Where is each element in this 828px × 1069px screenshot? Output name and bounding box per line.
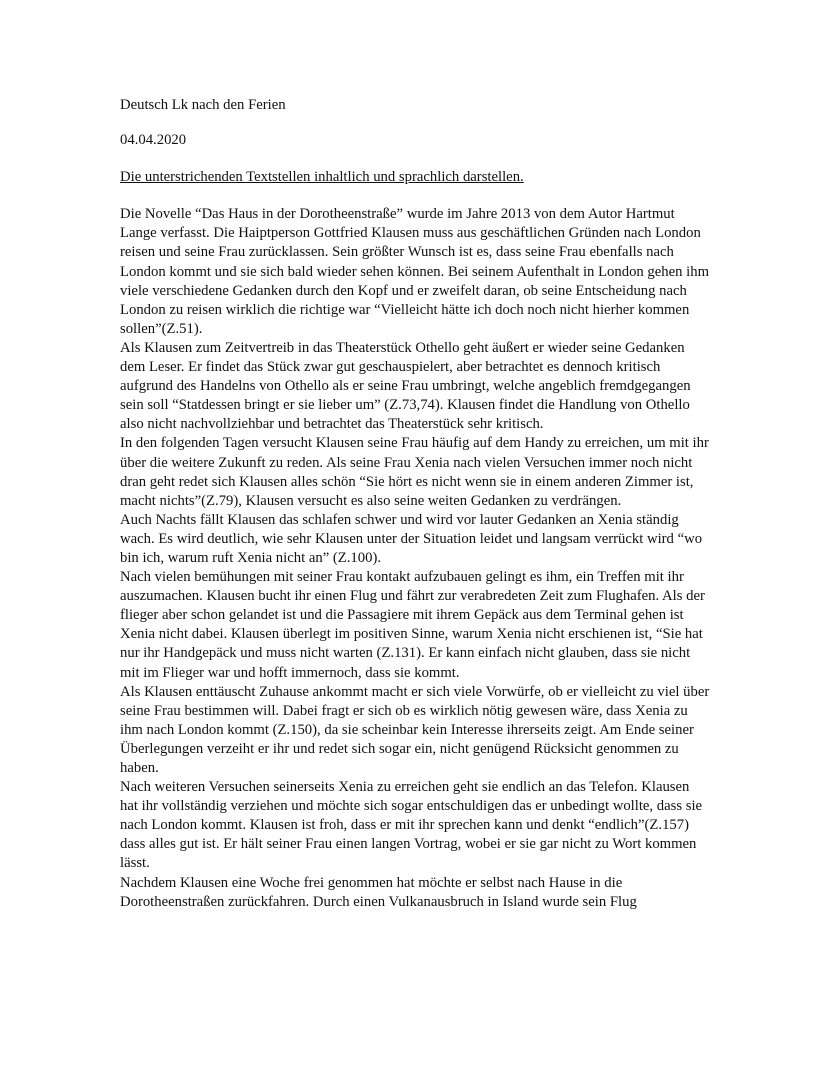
essay-paragraph: Nach weiteren Versuchen seinerseits Xenia zu erreichen geht sie endlich an das Telefon. Klausen hat ihr vollständig verziehen und möchte sich sogar entschuldigen das er unbedingt wollte, dass sie nach London kommt. Klausen ist froh, dass er mit ihr sprechen kann und denkt “endlich”(Z.157) dass alles gut ist. Er hält seiner Frau einen langen Vortrag, wobei er sie gar nicht zu Wort kommen lässt.: [120, 779, 703, 872]
essay-body: [120, 205, 710, 911]
essay-paragraph: Als Klausen enttäuscht Zuhause ankommt macht er sich viele Vorwürfe, ob er vielleicht zu viel über seine Frau bestimmen will. Dabei fragt er sich ob es wirklich nötig gewesen wäre, dass Xenia zu ihm nach London kommt (Z.150), da sie scheinbar kein Interesse ihrerseits zeigt. Am Ende seiner Überlegungen verzeiht er ihr und redet sich sogar ein, nicht genügend Rücksicht genommen zu haben.: [120, 683, 710, 776]
document-date: 04.04.2020: [120, 132, 187, 149]
essay-paragraph: Nach vielen bemühungen mit seiner Frau kontakt aufzubauen gelingt es ihm, ein Treffen mit ihr auszumachen. Klausen bucht ihr einen Flug und fährt zur verabredeten Zeit zum Flughafen. Als der flieger aber schon gelandet ist und die Passagiere mit ihrem Gepäck aus dem Terminal gehen ist Xenia nicht dabei. Klausen überlegt im positiven Sinne, warum Xenia nicht erschienen ist, “Sie hat nur ihr Handgepäck und muss nicht warten (Z.131). Er kann einfach nicht glauben, dass sie nicht mit im Flieger war und hofft immernoch, dass sie kommt.: [120, 569, 705, 681]
essay-paragraph: Nachdem Klausen eine Woche frei genommen hat möchte er selbst nach Hause in die Dorotheenstraßen zurückfahren. Durch einen Vulkanausbruch in Island wurde sein Flug: [120, 874, 637, 910]
essay-paragraph: In den folgenden Tagen versucht Klausen seine Frau häufig auf dem Handy zu erreichen, um mit ihr über die weitere Zukunft zu reden. Als seine Frau Xenia nach vielen Versuchen immer noch nicht dran geht redet sich Klausen alles schön “Sie hört es nicht wenn sie in einem anderen Zimmer ist, macht nichts”(Z.79), Klausen versucht es also seine weiten Gedanken zu verdrängen.: [120, 435, 709, 509]
document-page: [120, 96, 710, 912]
task-instruction: Die unterstrichenden Textstellen inhaltlich und sprachlich darstellen.: [120, 169, 524, 186]
essay-paragraph: Auch Nachts fällt Klausen das schlafen schwer und wird vor lauter Gedanken an Xenia ständig wach. Es wird deutlich, wie sehr Klausen unter der Situation leidet und langsam verrückt wird “wo bin ich, warum ruft Xenia nicht an” (Z.100).: [120, 511, 703, 566]
essay-paragraph: Die Novelle “Das Haus in der Dorotheenstraße” wurde im Jahre 2013 von dem Autor Hartmut Lange verfasst. Die Haiptperson Gottfried Klausen muss aus geschäftlichen Gründen nach London reisen und seine Frau zurücklassen. Sein größter Wunsch ist es, dass seine Frau ebenfalls nach London kommt und sie sich bald wieder sehen können. Bei seinem Aufenthalt in London gehen ihm viele verschiedene Gedanken durch den Kopf und er zweifelt daran, ob seine Entscheidung nach London zu reisen wirklich die richtige war “Vielleicht hätte ich doch noch nicht hierher kommen sollen”(Z.51).: [120, 206, 710, 337]
document-heading: Deutsch Lk nach den Ferien: [120, 97, 286, 113]
essay-paragraph: Als Klausen zum Zeitvertreib in das Theaterstück Othello geht äußert er wieder seine Gedanken dem Leser. Er findet das Stück zwar gut geschauspielert, aber betrachtet es dennoch kritisch aufgrund des Handelns von Othello als er seine Frau umbringt, welche angeblich fremdgegangen sein soll “Statdessen bringt er sie lieber um” (Z.73,74). Klausen findet die Handlung von Othello also nicht nachvollziehbar und betrachtet das Theaterstück sehr kritisch.: [120, 339, 691, 433]
